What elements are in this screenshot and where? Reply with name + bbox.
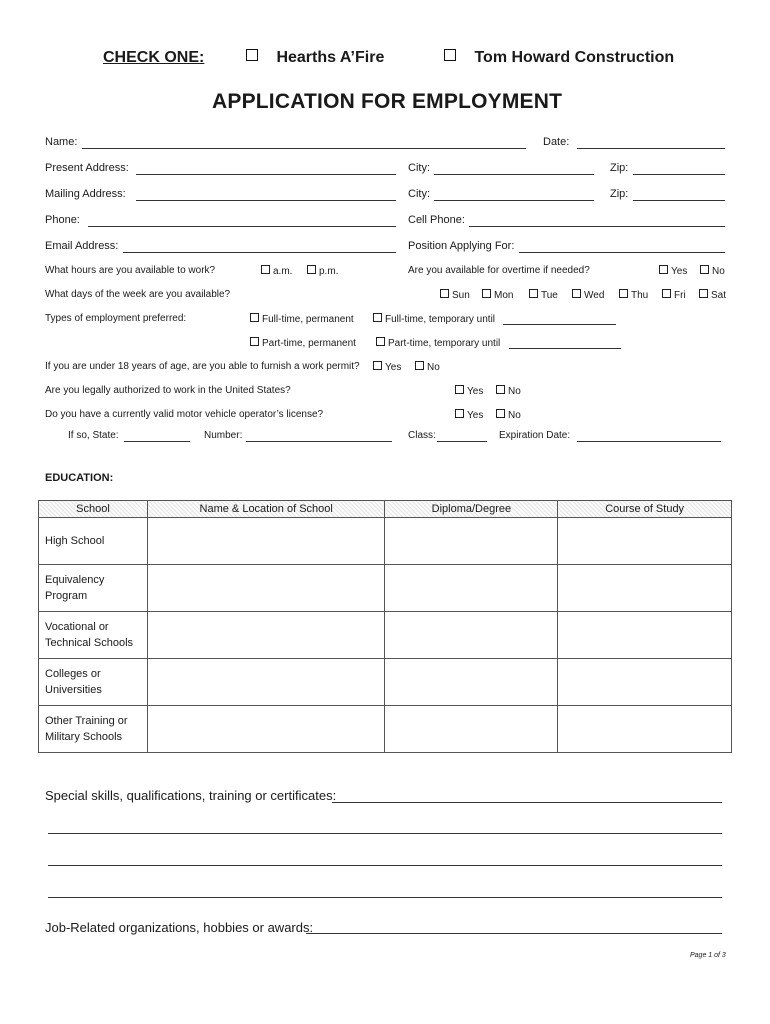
fulltime-temporary-until-input[interactable] — [503, 324, 616, 325]
present-zip-label: Zip: — [610, 162, 629, 174]
cell-input[interactable] — [147, 706, 385, 753]
license-class-label: Class: — [408, 430, 436, 441]
mailing-city-label: City: — [408, 188, 430, 200]
hours-option-am[interactable]: a.m. — [261, 265, 292, 277]
checkbox-icon[interactable] — [572, 289, 581, 298]
skills-input-line-3[interactable] — [48, 865, 722, 866]
checkbox-icon[interactable] — [662, 289, 671, 298]
checkbox-icon[interactable] — [261, 265, 270, 274]
day-option-thu[interactable]: Thu — [619, 289, 648, 301]
mailing-zip-label: Zip: — [610, 188, 629, 200]
checkbox-icon[interactable] — [376, 337, 385, 346]
checkbox-icon[interactable] — [496, 409, 505, 418]
overtime-question: Are you available for overtime if needed? — [408, 265, 590, 276]
column-header-name-location: Name & Location of School — [147, 501, 385, 518]
mailing-zip-input[interactable] — [633, 200, 725, 201]
education-table — [38, 500, 732, 753]
row-label-vocational: Vocational or Technical Schools — [39, 612, 148, 659]
cell-input[interactable] — [147, 565, 385, 612]
day-option-tue[interactable]: Tue — [529, 289, 558, 301]
mailing-city-input[interactable] — [434, 200, 594, 201]
mailing-address-input[interactable] — [136, 200, 396, 201]
cell-input[interactable] — [558, 518, 732, 565]
cell-input[interactable] — [558, 706, 732, 753]
work-permit-option-yes[interactable]: Yes — [373, 361, 401, 373]
day-option-sat[interactable]: Sat — [699, 289, 726, 301]
organizations-input[interactable] — [306, 933, 722, 934]
cell-input[interactable] — [147, 659, 385, 706]
checkbox-icon[interactable] — [440, 289, 449, 298]
cell-input[interactable] — [385, 612, 558, 659]
phone-input[interactable] — [88, 226, 396, 227]
present-city-input[interactable] — [434, 174, 594, 175]
checkbox-icon[interactable] — [455, 385, 464, 394]
present-city-label: City: — [408, 162, 430, 174]
checkbox-icon[interactable] — [455, 409, 464, 418]
table-row — [39, 565, 732, 612]
skills-input-line-2[interactable] — [48, 833, 722, 834]
day-option-sun[interactable]: Sun — [440, 289, 470, 301]
cell-input[interactable] — [558, 659, 732, 706]
license-number-input[interactable] — [246, 441, 392, 442]
present-address-label: Present Address: — [45, 162, 129, 174]
email-label: Email Address: — [45, 240, 119, 252]
employment-option-fulltime-temporary[interactable]: Full-time, temporary until — [373, 313, 495, 325]
option-tom-howard-label: Tom Howard Construction — [474, 49, 675, 66]
employment-option-parttime-temporary[interactable]: Part-time, temporary until — [376, 337, 500, 349]
day-option-wed[interactable]: Wed — [572, 289, 604, 301]
email-input[interactable] — [123, 252, 396, 253]
checkbox-icon[interactable] — [415, 361, 424, 370]
education-heading: EDUCATION: — [45, 472, 114, 484]
authorized-option-no[interactable]: No — [496, 385, 521, 397]
license-expiration-label: Expiration Date: — [499, 430, 571, 441]
present-address-input[interactable] — [136, 174, 396, 175]
license-state-label: If so, State: — [68, 430, 119, 441]
license-state-input[interactable] — [124, 441, 190, 442]
organizations-label: Job-Related organizations, hobbies or awards: — [45, 920, 314, 935]
employment-option-fulltime-permanent[interactable]: Full-time, permanent — [250, 313, 354, 325]
license-number-label: Number: — [204, 430, 243, 441]
option-hearths-afire-label: Hearths A’Fire — [276, 49, 385, 66]
day-option-fri[interactable]: Fri — [662, 289, 686, 301]
hours-option-pm[interactable]: p.m. — [307, 265, 338, 277]
checkbox-icon[interactable] — [619, 289, 628, 298]
cell-input[interactable] — [147, 518, 385, 565]
cell-input[interactable] — [558, 612, 732, 659]
skills-label: Special skills, qualifications, training or certificates: — [45, 788, 337, 803]
checkbox-icon[interactable] — [482, 289, 491, 298]
option-hearths-afire[interactable] — [246, 49, 384, 67]
table-row — [39, 706, 732, 753]
checkbox-icon[interactable] — [307, 265, 316, 274]
authorized-question: Are you legally authorized to work in the United States? — [45, 385, 291, 396]
date-label: Date: — [543, 136, 570, 148]
row-label-equivalency: Equivalency Program — [39, 565, 148, 612]
cell-phone-input[interactable] — [469, 226, 725, 227]
cell-input[interactable] — [147, 612, 385, 659]
checkbox-icon[interactable] — [373, 361, 382, 370]
column-header-school: School — [39, 501, 148, 518]
row-label-high-school: High School — [39, 518, 148, 565]
checkbox-icon[interactable] — [700, 265, 709, 274]
name-label: Name: — [45, 136, 78, 148]
work-permit-question: If you are under 18 years of age, are you able to furnish a work permit? — [45, 361, 360, 372]
table-row — [39, 612, 732, 659]
checkbox-icon[interactable] — [250, 337, 259, 346]
row-label-other-training: Other Training or Military Schools — [39, 706, 148, 753]
parttime-temporary-until-input[interactable] — [509, 348, 621, 349]
license-option-yes[interactable]: Yes — [455, 409, 483, 421]
checkbox-tom-howard[interactable] — [444, 49, 456, 61]
table-row — [39, 659, 732, 706]
option-tom-howard[interactable] — [444, 49, 674, 67]
employment-option-parttime-permanent[interactable]: Part-time, permanent — [250, 337, 356, 349]
cell-input[interactable] — [385, 706, 558, 753]
name-input[interactable] — [82, 148, 526, 149]
checkbox-icon[interactable] — [250, 313, 259, 322]
license-expiration-input[interactable] — [577, 441, 721, 442]
column-header-course: Course of Study — [558, 501, 732, 518]
cell-input[interactable] — [385, 518, 558, 565]
hours-question: What hours are you available to work? — [45, 265, 216, 276]
employment-question: Types of employment preferred: — [45, 313, 187, 324]
table-row — [39, 518, 732, 565]
license-option-no[interactable]: No — [496, 409, 521, 421]
days-question: What days of the week are you available? — [45, 289, 231, 300]
column-header-diploma: Diploma/Degree — [385, 501, 558, 518]
cell-input[interactable] — [558, 565, 732, 612]
license-class-input[interactable] — [437, 441, 487, 442]
checkbox-icon[interactable] — [699, 289, 708, 298]
authorized-option-yes[interactable]: Yes — [455, 385, 483, 397]
license-question: Do you have a currently valid motor vehicle operator’s license? — [45, 409, 324, 420]
cell-phone-label: Cell Phone: — [408, 214, 465, 226]
position-input[interactable] — [519, 252, 725, 253]
day-option-mon[interactable]: Mon — [482, 289, 513, 301]
overtime-option-no[interactable]: No — [700, 265, 725, 277]
row-label-colleges: Colleges or Universities — [39, 659, 148, 706]
checkbox-icon[interactable] — [373, 313, 382, 322]
check-one-label: CHECK ONE: — [103, 49, 205, 66]
present-zip-input[interactable] — [633, 174, 725, 175]
cell-input[interactable] — [385, 659, 558, 706]
checkbox-icon[interactable] — [529, 289, 538, 298]
date-input[interactable] — [577, 148, 725, 149]
skills-input-line-1[interactable] — [332, 802, 722, 803]
mailing-address-label: Mailing Address: — [45, 188, 126, 200]
overtime-option-yes[interactable]: Yes — [659, 265, 687, 277]
checkbox-hearths-afire[interactable] — [246, 49, 258, 61]
work-permit-option-no[interactable]: No — [415, 361, 440, 373]
cell-input[interactable] — [385, 565, 558, 612]
education-header-row — [39, 501, 732, 518]
page-number: Page 1 of 3 — [690, 952, 726, 959]
checkbox-icon[interactable] — [659, 265, 668, 274]
skills-input-line-4[interactable] — [48, 897, 722, 898]
phone-label: Phone: — [45, 214, 80, 226]
position-label: Position Applying For: — [408, 240, 515, 252]
page-title: APPLICATION FOR EMPLOYMENT — [212, 90, 563, 113]
checkbox-icon[interactable] — [496, 385, 505, 394]
